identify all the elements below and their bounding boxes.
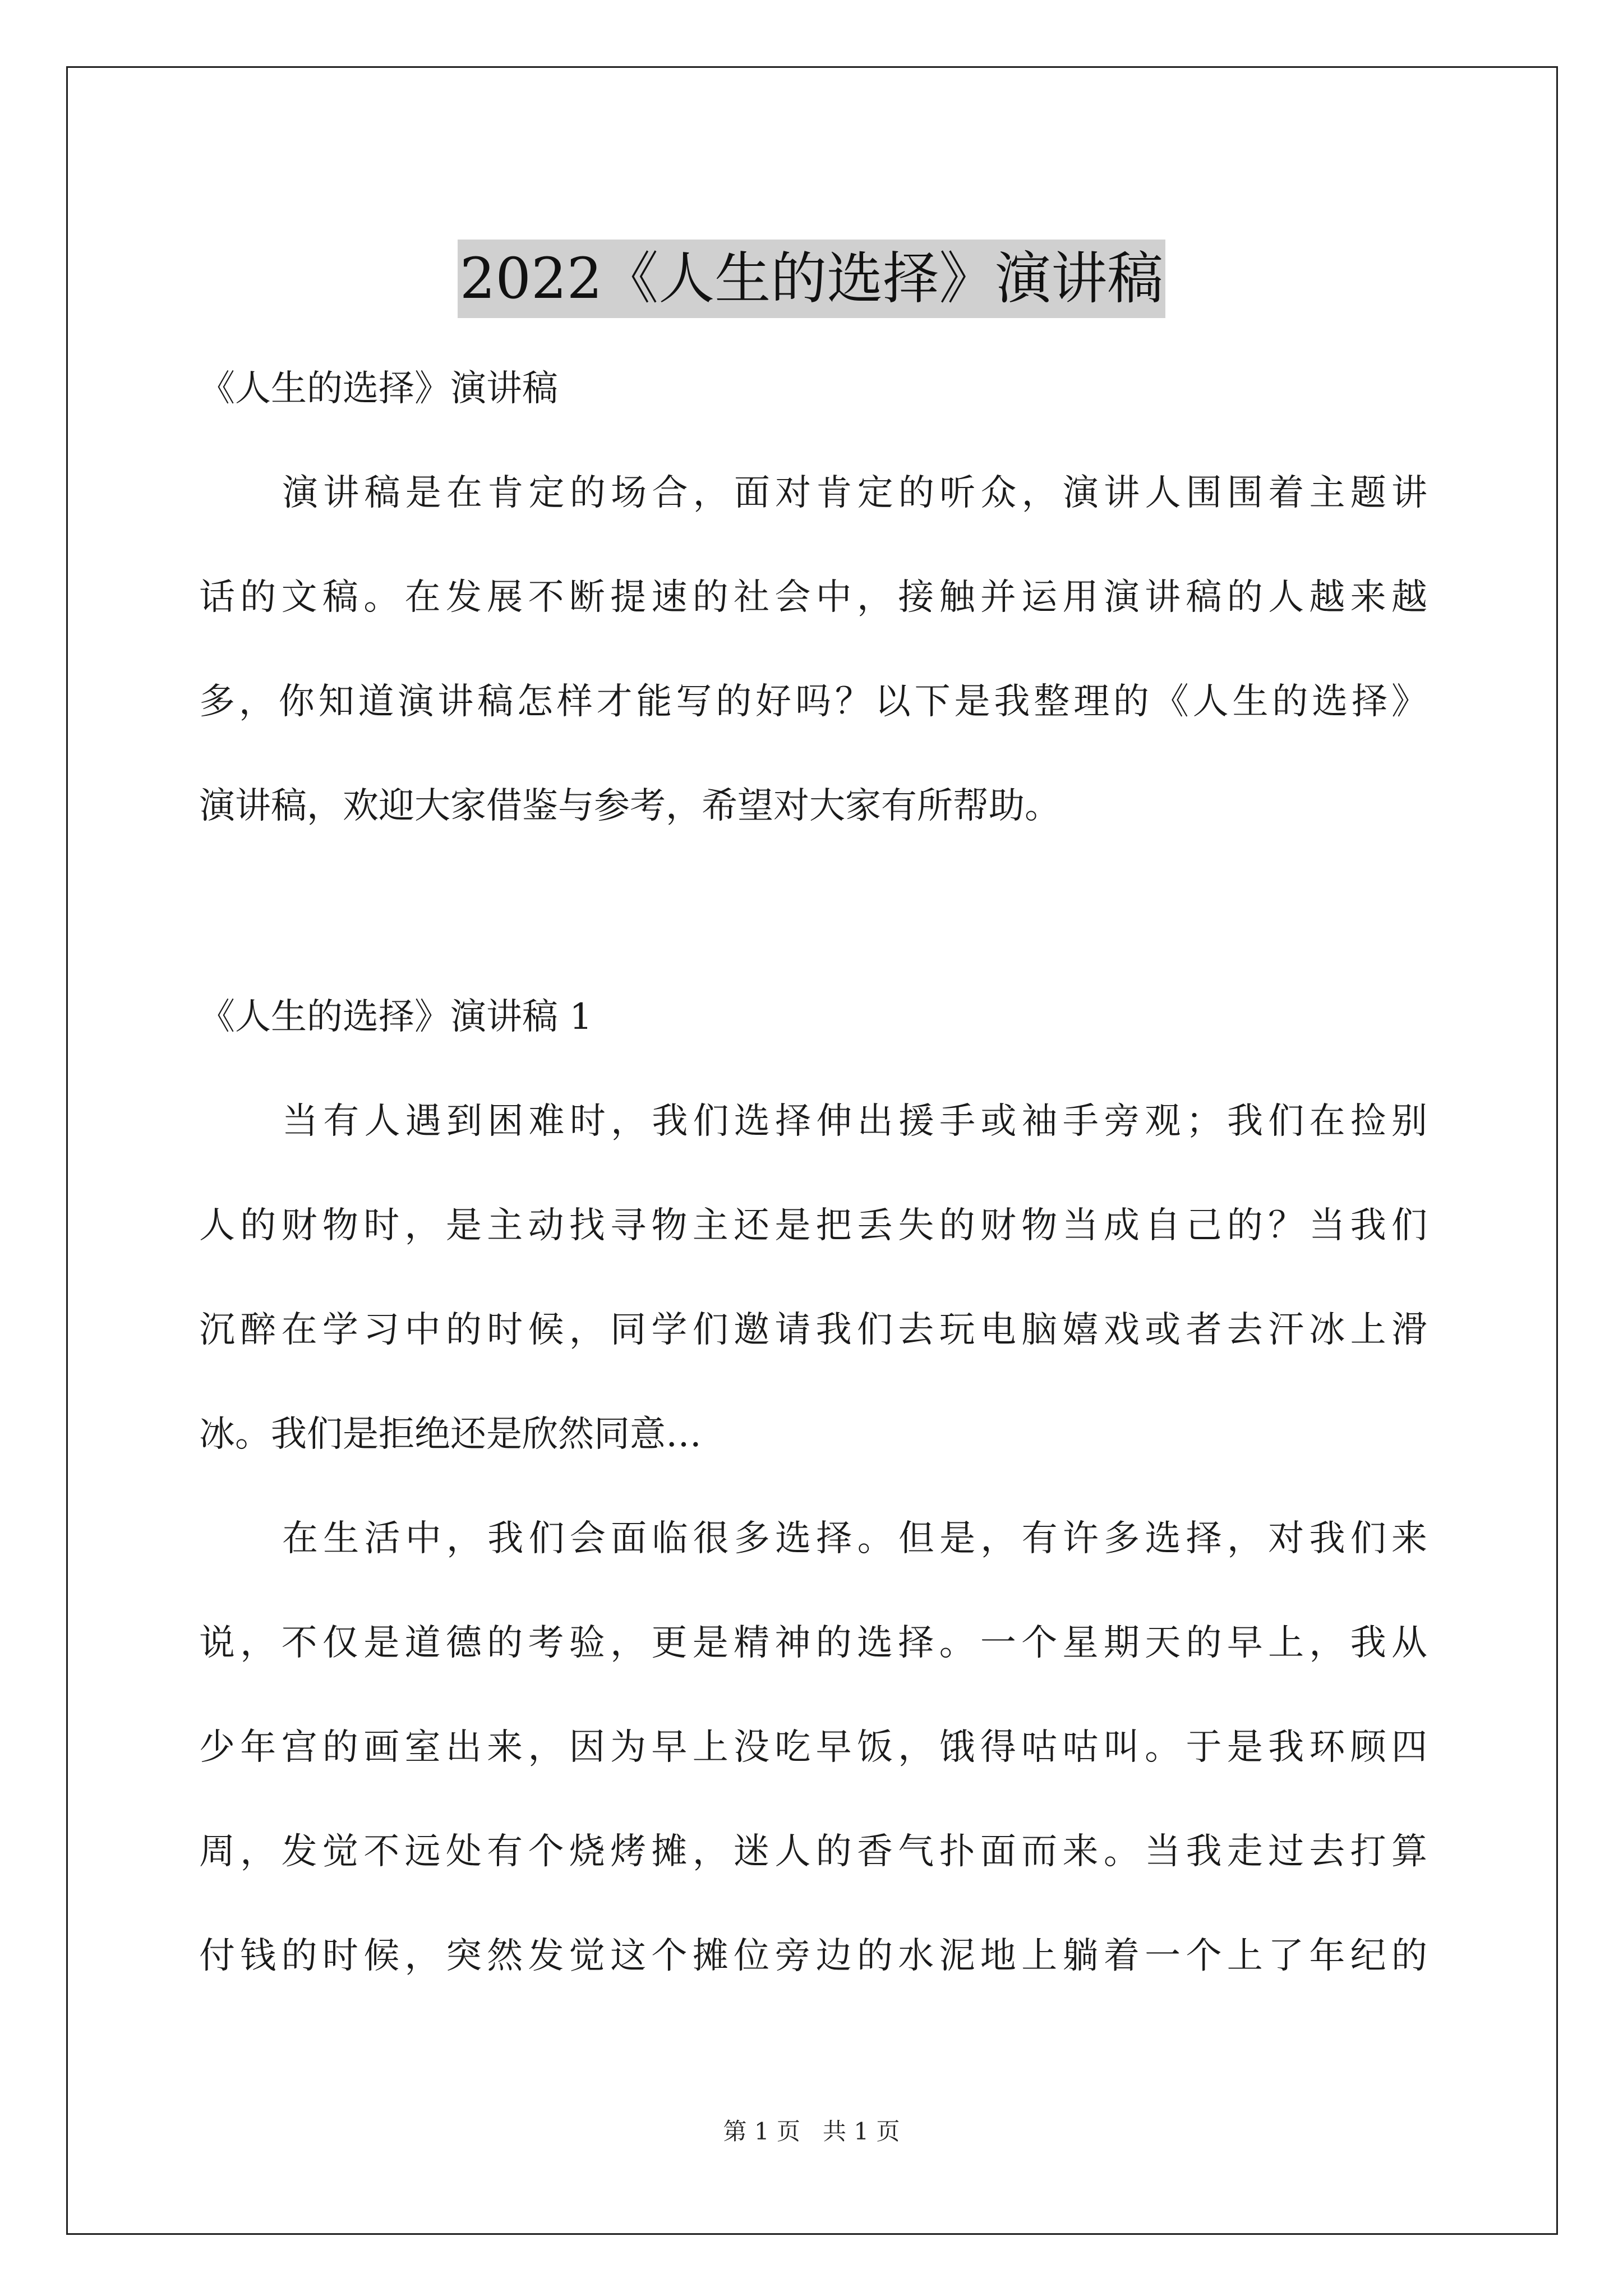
page-number-total: 共 1 页 [823,2118,900,2145]
intro-line: 多，你知道演讲稿怎样才能写的好吗？以下是我整理的《人生的选择》 [199,681,1427,723]
page-footer [0,2115,1623,2148]
paragraph-line: 说，不仅是道德的考验，更是精神的选择。一个星期天的早上，我从 [199,1622,1427,1664]
paragraph-line: 周，发觉不远处有个烧烤摊，迷人的香气扑面而来。当我走过去打算 [199,1831,1427,1872]
intro-line: 演讲稿，欢迎大家借鉴与参考，希望对大家有所帮助。 [199,785,1061,827]
document-title: 2022《人生的选择》演讲稿 [458,240,1166,318]
paragraph-line: 少年宫的画室出来，因为早上没吃早饭，饿得咕咕叫。于是我环顾四 [199,1727,1427,1768]
intro-line: 演讲稿是在肯定的场合，面对肯定的听众，演讲人围围着主题讲 [282,472,1427,514]
paragraph-line: 冰。我们是拒绝还是欣然同意… [199,1414,702,1455]
subtitle: 《人生的选择》演讲稿 [199,368,558,409]
page-number-current: 第 1 页 [723,2118,800,2145]
paragraph-line: 沉醉在学习中的时候，同学们邀请我们去玩电脑嬉戏或者去汗冰上滑 [199,1309,1427,1351]
paragraph-line: 在生活中，我们会面临很多选择。但是，有许多选择，对我们来 [282,1518,1427,1559]
paragraph-line: 当有人遇到困难时，我们选择伸出援手或袖手旁观；我们在捡别 [282,1101,1427,1142]
paragraph-line: 付钱的时候，突然发觉这个摊位旁边的水泥地上躺着一个上了年纪的 [199,1935,1427,1977]
paragraph-line: 人的财物时，是主动找寻物主还是把丢失的财物当成自己的？当我们 [199,1205,1427,1246]
title-container [0,202,1623,356]
document-body [199,337,1427,2008]
section-heading: 《人生的选择》演讲稿 1 [199,996,593,1038]
intro-line: 话的文稿。在发展不断提速的社会中，接触并运用演讲稿的人越来越 [199,577,1427,618]
paragraph-spacer [199,858,1427,965]
